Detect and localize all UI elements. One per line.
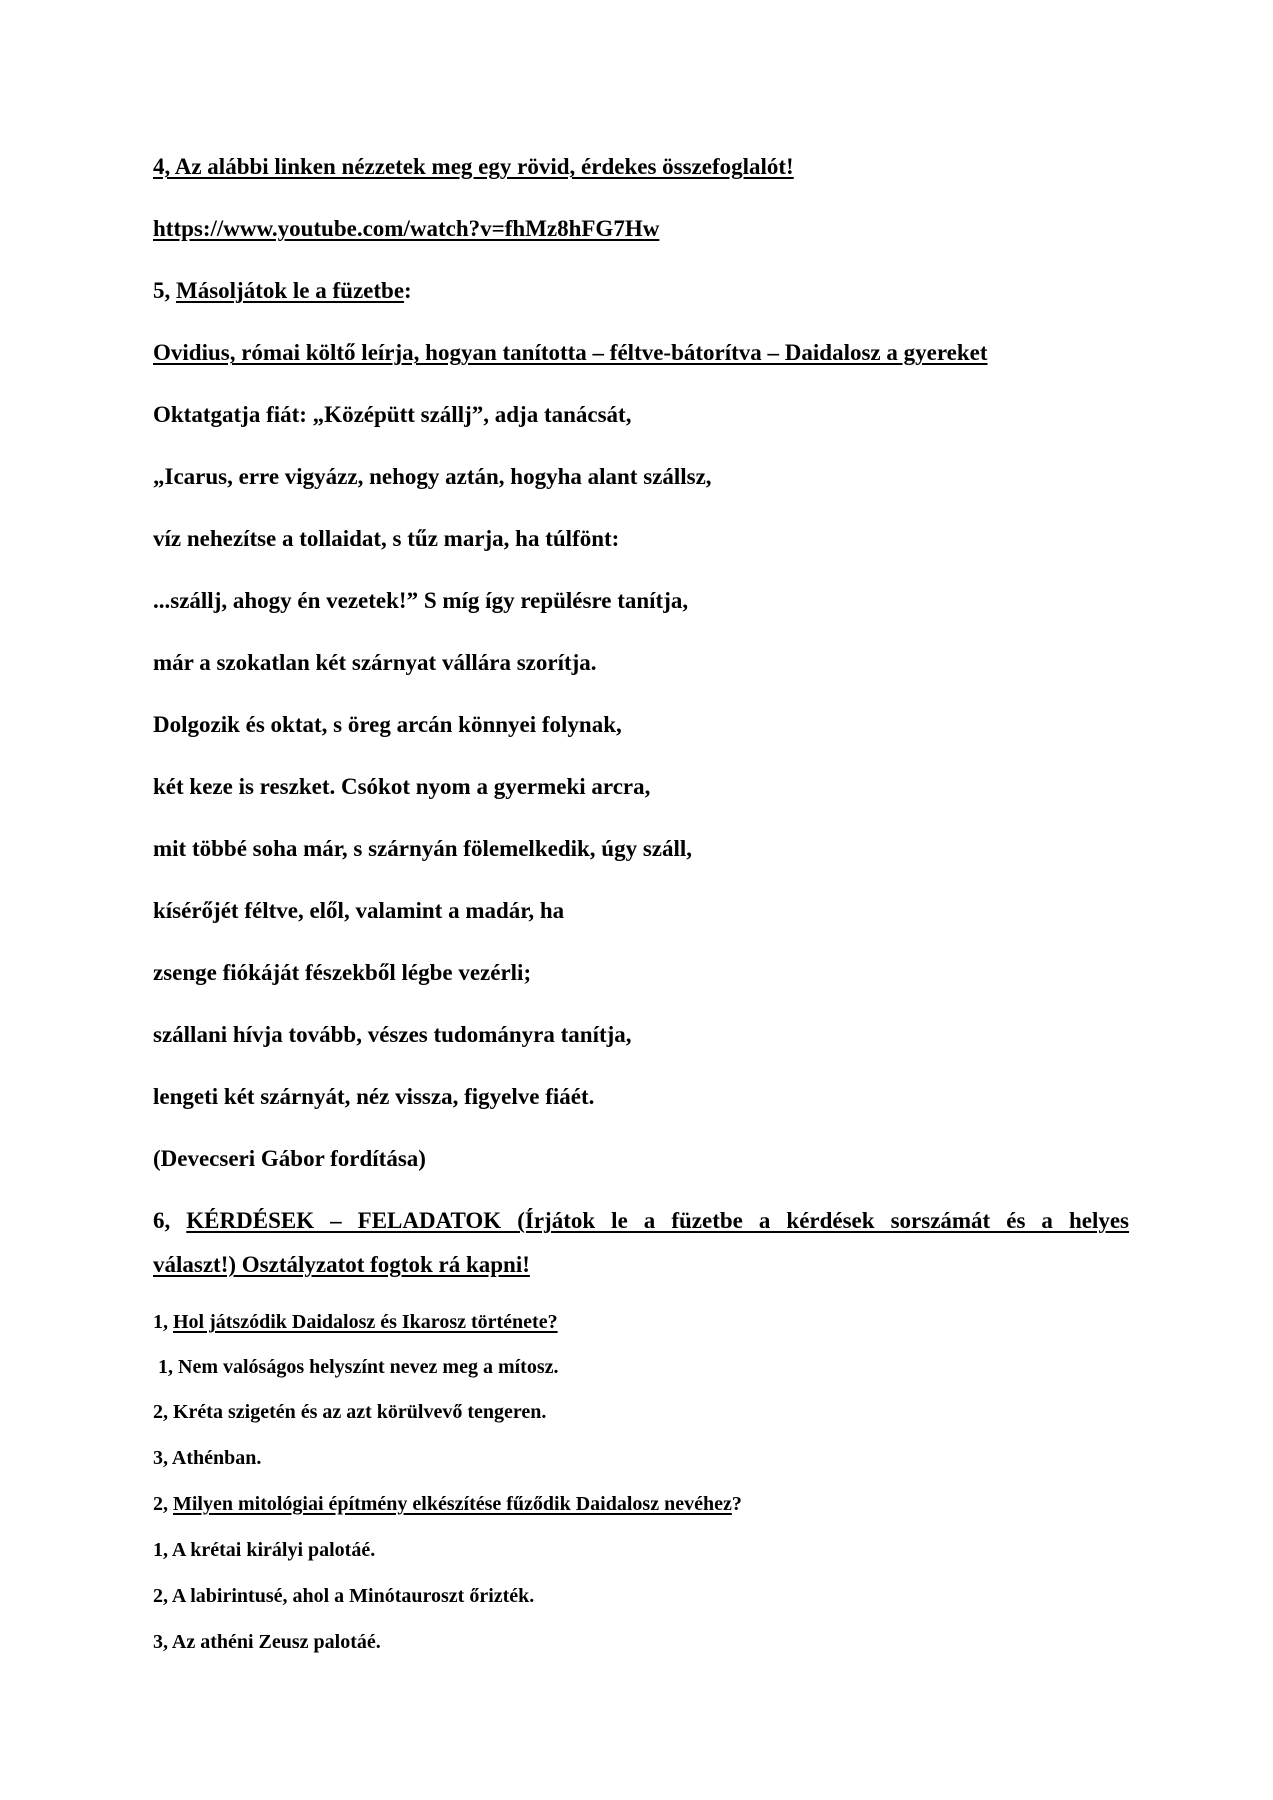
youtube-link[interactable]: https://www.youtube.com/watch?v=fhMz8hFG7Hw [153, 216, 660, 241]
section5-instruction: Másoljátok le a füzetbe [176, 278, 405, 303]
poem-line: két keze is reszket. Csókot nyom a gyermeki arcra, [153, 774, 651, 799]
question-2-suffix: ? [731, 1493, 742, 1515]
section4-heading: 4, Az alábbi linken nézzetek meg egy rövid, érdekes összefoglalót! [153, 154, 794, 179]
question-2-number: 2, [153, 1493, 173, 1515]
section6-number: 6, [153, 1208, 187, 1233]
section5-colon: : [404, 278, 412, 303]
answer-option: 3, Athénban. [153, 1447, 262, 1469]
section5-number: 5, [153, 278, 176, 303]
poem-line: lengeti két szárnyát, néz vissza, figyelve fiáét. [153, 1084, 595, 1109]
section6-heading-text: KÉRDÉSEK – FELADATOK (Írjátok le a füzetbe a kérdések sorszámát és a helyes [186, 1208, 1130, 1233]
answer-option: 2, A labirintusé, ahol a Minótauroszt őrizték. [153, 1585, 535, 1607]
question-1-text: Hol játszódik Daidalosz és Ikarosz története? [173, 1311, 558, 1333]
question-1-number: 1, [153, 1311, 173, 1333]
poem-line: „Icarus, erre vigyázz, nehogy aztán, hogyha alant szállsz, [153, 464, 712, 489]
poem-line: kísérőjét féltve, elől, valamint a madár, ha [153, 898, 565, 923]
section6-heading-line2: választ!) Osztályzatot fogtok rá kapni! [153, 1252, 530, 1277]
translator-credit: (Devecseri Gábor fordítása) [153, 1146, 426, 1171]
poem-line: Oktatgatja fiát: „Középütt szállj”, adja tanácsát, [153, 402, 632, 427]
answer-option: 2, Kréta szigetén és az azt körülvevő tengeren. [153, 1401, 547, 1423]
question-1 [153, 1312, 558, 1332]
section5-heading [153, 279, 412, 302]
poem-line: zsenge fiókáját fészekből légbe vezérli; [153, 960, 532, 985]
poem-line: szállani hívja tovább, vészes tudományra tanítja, [153, 1022, 632, 1047]
question-2 [153, 1494, 742, 1514]
section6-heading-line1 [153, 1209, 1129, 1232]
answer-option: 1, Nem valóságos helyszínt nevez meg a mítosz. [153, 1356, 559, 1378]
poem-line: már a szokatlan két szárnyat vállára szorítja. [153, 650, 597, 675]
answer-option: 1, A krétai királyi palotáé. [153, 1539, 376, 1561]
section5-intro: Ovidius, római költő leírja, hogyan tanította – féltve-bátorítva – Daidalosz a gyereket [153, 340, 988, 365]
poem-line: víz nehezítse a tollaidat, s tűz marja, ha túlfönt: [153, 526, 620, 551]
poem-line: ...szállj, ahogy én vezetek!” S míg így repülésre tanítja, [153, 588, 689, 613]
answer-option: 3, Az athéni Zeusz palotáé. [153, 1631, 381, 1653]
question-2-text: Milyen mitológiai építmény elkészítése fűződik Daidalosz nevéhez [173, 1493, 732, 1515]
poem-line: Dolgozik és oktat, s öreg arcán könnyei folynak, [153, 712, 622, 737]
poem-line: mit többé soha már, s szárnyán fölemelkedik, úgy száll, [153, 836, 693, 861]
